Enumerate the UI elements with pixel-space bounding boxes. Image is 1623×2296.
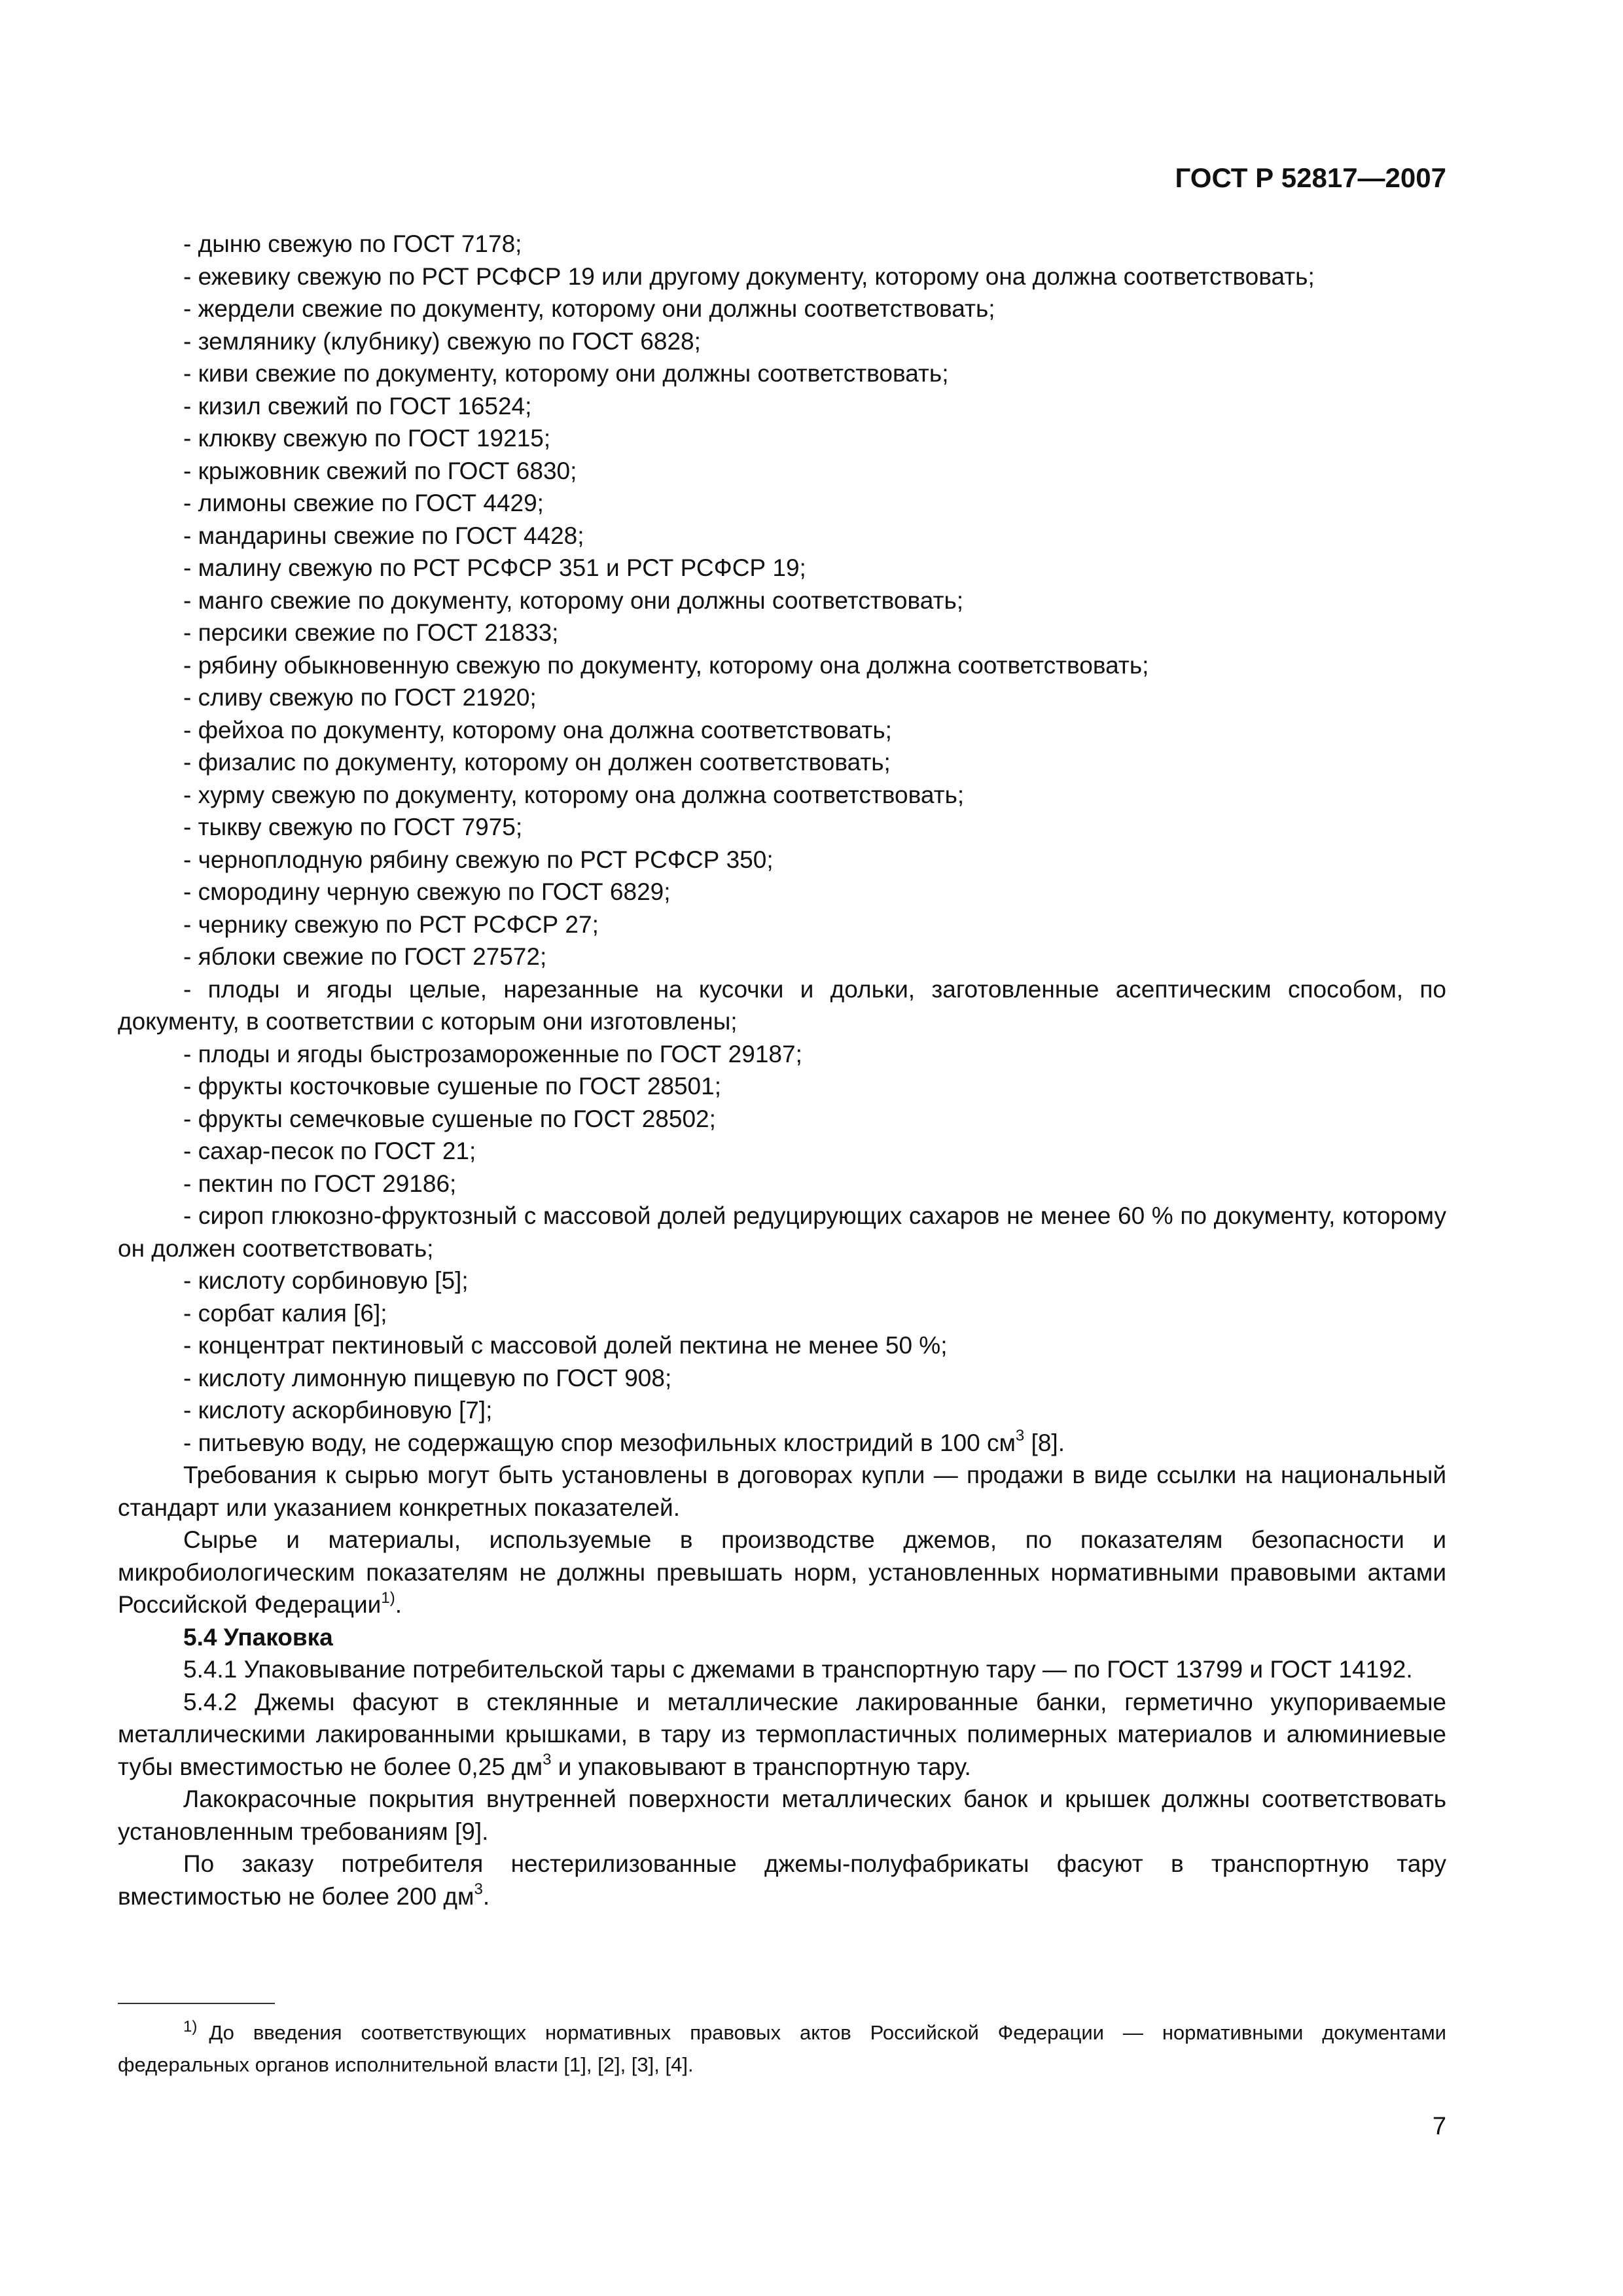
list-item-water <box>118 1427 1446 1460</box>
list-item: - кислоту аскорбиновую [7]; <box>183 1397 493 1424</box>
list-item: - сироп глюкозно-фруктозный с массовой долей редуцирующих сахаров не менее 60 % по документу, которому он должен соответствовать; <box>118 1202 1446 1262</box>
list-item: - клюкву свежую по ГОСТ 19215; <box>183 425 551 452</box>
clause-text-end: и упаковывают в транспортную тару. <box>551 1753 971 1780</box>
list-item: - кислоту лимонную пищевую по ГОСТ 908; <box>183 1364 672 1391</box>
safety-text-end: . <box>395 1591 402 1618</box>
superscript: 3 <box>474 1880 483 1899</box>
superscript: 3 <box>543 1751 552 1769</box>
list-item: - фрукты косточковые сушеные по ГОСТ 28501; <box>183 1073 721 1100</box>
list-item: - фрукты семечковые сушеные по ГОСТ 28502; <box>183 1105 716 1132</box>
water-text: - питьевую воду, не содержащую спор мезофильных клостридий в 100 см <box>183 1429 1016 1456</box>
list-item: - физалис по документу, которому он должен соответствовать; <box>183 749 891 776</box>
coating-requirements: Лакокрасочные покрытия внутренней поверхности металлических банок и крышек должны соответствовать установленным требованиям [9]. <box>118 1785 1446 1845</box>
list-item: - крыжовник свежий по ГОСТ 6830; <box>183 457 577 484</box>
list-item: - землянику (клубнику) свежую по ГОСТ 6828; <box>183 327 701 355</box>
footnote-divider <box>118 2003 275 2004</box>
section-title: 5.4 Упаковка <box>183 1623 333 1651</box>
clause-text: 5.4.2 Джемы фасуют в стеклянные и металлические лакированные банки, герметично укупориваемые металлическими лакированными крышками, в тару из термопластичных полимерных материалов и алюминиевые тубы вместимостью не более 0,25 дм <box>118 1688 1446 1780</box>
list-item: - фейхоа по документу, которому она должна соответствовать; <box>183 716 892 744</box>
semi-finished-packaging <box>118 1848 1446 1912</box>
list-item: - лимоны свежие по ГОСТ 4429; <box>183 490 544 516</box>
list-item: - персики свежие по ГОСТ 21833; <box>183 619 559 646</box>
list-item: - сорбат калия [6]; <box>183 1299 387 1327</box>
list-item: - сливу свежую по ГОСТ 21920; <box>183 684 537 711</box>
list-item: - плоды и ягоды быстрозамороженные по ГОСТ 29187; <box>183 1040 802 1067</box>
page-body <box>118 228 1446 1912</box>
list-item: - яблоки свежие по ГОСТ 27572; <box>183 943 547 970</box>
water-text-end: [8]. <box>1024 1429 1065 1456</box>
list-item: - манго свежие по документу, которому они должны соответствовать; <box>183 586 964 614</box>
list-item: - малину свежую по РСТ РСФСР 351 и РСТ РСФСР 19; <box>183 554 806 581</box>
list-item: - плоды и ягоды целые, нарезанные на кусочки и дольки, заготовленные асептическим способом, по документу, в соответствии с которым они изготовлены; <box>118 975 1446 1035</box>
semi-text: По заказу потребителя нестерилизованные джемы-полуфабрикаты фасуют в транспортную тару вместимостью не более 200 дм <box>118 1850 1446 1910</box>
clause-5-4-1: 5.4.1 Упаковывание потребительской тары с джемами в транспортную тару — по ГОСТ 13799 и ГОСТ 14192. <box>183 1656 1413 1683</box>
footnote-text: До введения соответствующих нормативных правовых актов Российской Федерации — нормативными документами федеральных органов исполнительной власти [1], [2], [3], [4]. <box>118 2021 1446 2076</box>
list-item: - пектин по ГОСТ 29186; <box>183 1170 457 1197</box>
footnote <box>118 2018 1446 2080</box>
list-item: - концентрат пектиновый с массовой долей пектина не менее 50 %; <box>183 1332 948 1359</box>
raw-material-requirements: Требования к сырью могут быть установлены в договорах купли — продажи в виде ссылки на национальный стандарт или указанием конкретных показателей. <box>118 1462 1446 1521</box>
superscript: 3 <box>1015 1427 1025 1445</box>
list-item: - смородину черную свежую по ГОСТ 6829; <box>183 878 671 905</box>
list-item: - черноплодную рябину свежую по РСТ РСФСР 350; <box>183 846 774 873</box>
list-item: - ежевику свежую по РСТ РСФСР 19 или другому документу, которому она должна соответствовать; <box>183 262 1315 290</box>
footnotes <box>118 2018 1446 2080</box>
list-item: - мандарины свежие по ГОСТ 4428; <box>183 522 584 549</box>
list-item: - кислоту сорбиновую [5]; <box>183 1267 469 1294</box>
footnote-ref: 1) <box>381 1588 395 1607</box>
list-item: - киви свежие по документу, которому они должны соответствовать; <box>183 360 949 387</box>
list-item: - сахар-песок по ГОСТ 21; <box>183 1138 476 1164</box>
list-item: - чернику свежую по РСТ РСФСР 27; <box>183 910 599 938</box>
footnote-mark: 1) <box>183 2018 198 2036</box>
clause-5-4-2 <box>118 1686 1446 1784</box>
safety-text: Сырье и материалы, используемые в производстве джемов, по показателям безопасности и микробиологическим показателям не должны превышать норм, установленных нормативными правовыми актами Российской Федерации <box>118 1526 1446 1618</box>
list-item: - жердели свежие по документу, которому они должны соответствовать; <box>183 295 995 322</box>
list-item: - кизил свежий по ГОСТ 16524; <box>183 392 532 420</box>
document-code: ГОСТ Р 52817—2007 <box>1175 162 1446 193</box>
list-item: - хурму свежую по документу, которому она должна соответствовать; <box>183 781 965 808</box>
page-number: 7 <box>1432 2113 1446 2140</box>
list-item: - дыню свежую по ГОСТ 7178; <box>183 230 522 257</box>
list-item: - рябину обыкновенную свежую по документу, которому она должна соответствовать; <box>183 651 1149 679</box>
safety-requirements <box>118 1524 1446 1621</box>
semi-text-end: . <box>482 1882 490 1910</box>
list-item: - тыкву свежую по ГОСТ 7975; <box>183 814 523 840</box>
